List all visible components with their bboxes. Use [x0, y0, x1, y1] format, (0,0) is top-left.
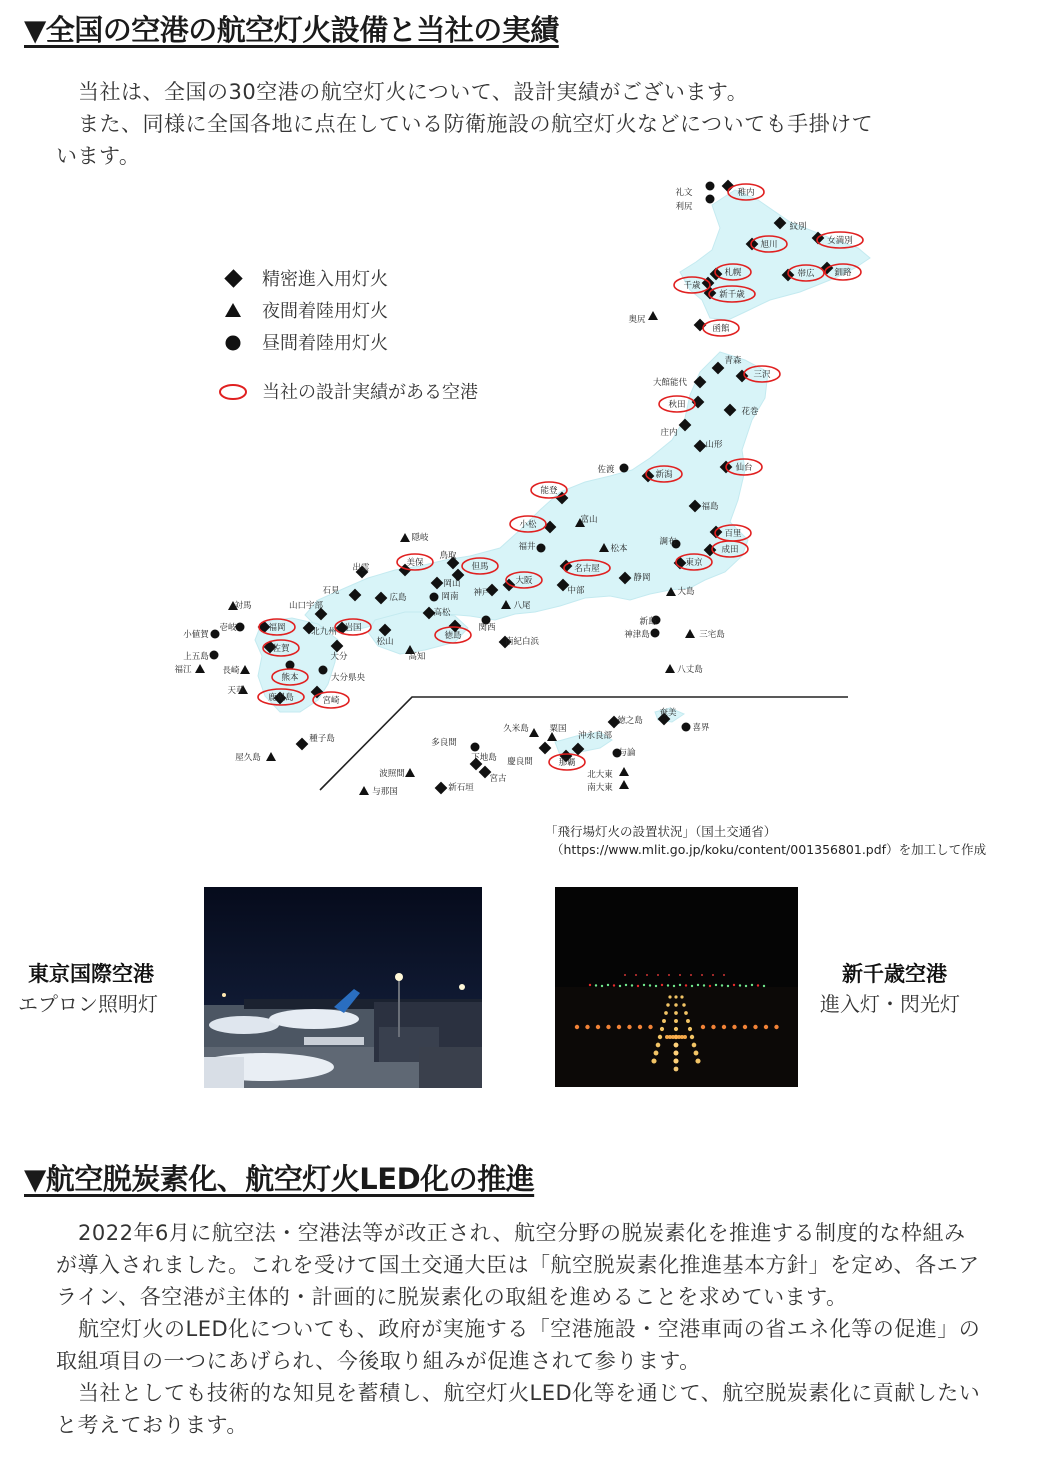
runway-light — [624, 974, 626, 976]
airport-label: 天草 — [227, 686, 245, 696]
airport-label: 名古屋 — [574, 564, 600, 574]
airport-label: 熊本 — [281, 673, 299, 683]
airport-label: 青森 — [724, 356, 742, 366]
section-heading-decarbonization: ▼航空脱炭素化、航空灯火LED化の推進 — [24, 1162, 535, 1196]
airport-label: 八尾 — [513, 601, 531, 611]
runway-light — [619, 985, 621, 987]
runway-light — [739, 984, 741, 986]
airport-label: 隠岐 — [411, 533, 429, 543]
airport-label: 広島 — [389, 593, 407, 603]
airport-label: 富山 — [580, 515, 598, 525]
airport-marker — [651, 629, 660, 638]
airport-label: 佐賀 — [272, 644, 290, 654]
photo-left-title: 東京国際空港 — [28, 962, 154, 986]
airport-label: 釧路 — [834, 268, 852, 278]
runway-light — [709, 985, 711, 987]
airport-label: 佐渡 — [597, 465, 615, 475]
runway-light — [753, 1025, 757, 1029]
airport-label: 新千歳 — [719, 290, 745, 300]
airport-marker — [620, 464, 629, 473]
airport-label: 松山 — [376, 637, 394, 647]
airport-label: 新潟 — [655, 470, 673, 480]
runway-light — [701, 974, 703, 976]
airport-label: 大分県央 — [330, 673, 366, 683]
airport-label: 礼文 — [675, 188, 693, 198]
airport-label: 函館 — [712, 324, 730, 334]
airport-label: 百里 — [724, 529, 742, 539]
runway-light — [661, 984, 663, 986]
airport-label: 大分 — [330, 652, 348, 662]
runway-light — [674, 1043, 679, 1048]
airport-marker — [319, 666, 328, 675]
airport-label: 神津島 — [624, 630, 650, 640]
airport-label: 関西 — [478, 623, 496, 633]
decarbonization-paragraph-2: 航空灯火のLED化についても、政府が実施する「空港施設・空港車両の省エネ化等の促進」の取組項目の一つにあげられ、今後取り組みが促進されて参ります。 — [56, 1317, 981, 1373]
tokyo-apron-photo — [204, 887, 482, 1088]
runway-light — [721, 984, 723, 986]
airport-label: 北九州 — [311, 627, 337, 637]
runway-light — [732, 1025, 736, 1029]
runway-light — [674, 1067, 679, 1072]
runway-light — [638, 1025, 642, 1029]
airport-marker — [619, 767, 629, 776]
decarbonization-paragraph-3: 当社としても技術的な知見を蓄積し、航空灯火LED化等を通じて、航空脱炭素化に貢献したいと考えております。 — [56, 1381, 981, 1437]
runway-light — [646, 974, 648, 976]
airport-label: 長崎 — [222, 666, 240, 676]
airport-label: 喜界 — [692, 723, 710, 733]
airport-label: 三沢 — [753, 370, 771, 380]
runway-light — [606, 1025, 610, 1029]
airport-label: 帯広 — [797, 269, 815, 279]
airport-label: 宮古 — [489, 774, 507, 784]
runway-light — [688, 1027, 692, 1031]
decarbonization-paragraph-1: 2022年6月に航空法・空港法等が改正され、航空分野の脱炭素化を推進する制度的な枠組みが導入されました。これを受けて国土交通大臣は「航空脱炭素化推進基本方針」を定め、各エアライン、各空港が主体的・計画的に脱炭素化の取組を進めることを求めています。 — [56, 1221, 980, 1309]
airport-label: 千歳 — [683, 281, 701, 291]
runway-light — [674, 995, 677, 998]
airport-label: 出雲 — [352, 563, 370, 573]
airport-label: 紋別 — [789, 222, 807, 232]
airport-marker — [665, 664, 675, 673]
airport-label: 中部 — [567, 586, 585, 596]
airport-label: 調布 — [659, 537, 677, 547]
runway-light — [674, 1027, 678, 1031]
runway-light — [668, 995, 671, 998]
runway-light — [637, 985, 639, 987]
intro-line-3: います。 — [56, 144, 141, 168]
runway-light — [657, 974, 659, 976]
runway-light — [648, 1025, 652, 1029]
runway-light — [679, 984, 681, 986]
new-chitose-approach-lights-photo — [555, 887, 798, 1087]
airport-label: 神戸 — [473, 588, 491, 598]
runway-light — [658, 1035, 662, 1039]
airport-marker — [682, 723, 691, 732]
runway-light — [601, 985, 603, 987]
runway-light — [695, 1058, 700, 1063]
runway-light — [711, 1025, 715, 1029]
airport-marker — [286, 661, 295, 670]
airport-label: 稚内 — [737, 188, 755, 198]
airport-marker — [435, 782, 448, 795]
runway-light — [656, 1043, 661, 1048]
airport-label: 新島 — [639, 617, 657, 627]
runway-light — [733, 984, 735, 986]
runway-light — [667, 984, 669, 986]
runway-light — [668, 974, 670, 976]
airport-label: 南大東 — [587, 783, 613, 793]
airport-label: 花巻 — [741, 407, 759, 417]
airport-label: 種子島 — [309, 734, 335, 744]
map-credit-line-1: 「飛行場灯火の設置状況」（国土交通省） — [545, 824, 777, 839]
runway-light — [692, 1043, 697, 1048]
airport-marker — [430, 593, 439, 602]
airport-label: 八丈島 — [677, 665, 703, 675]
runway-light — [674, 1059, 679, 1064]
airport-marker — [210, 651, 219, 660]
airport-label: 徳島 — [444, 631, 462, 641]
day-marker-icon — [226, 336, 241, 351]
airport-marker — [211, 630, 220, 639]
airport-label: 多良間 — [431, 738, 457, 748]
legend-day: 昼間着陸用灯火 — [262, 333, 388, 354]
airport-label: 石見 — [322, 586, 340, 596]
runway-light — [694, 1051, 699, 1056]
airport-label: 奥尻 — [628, 315, 646, 325]
airport-label: 小値賀 — [183, 630, 209, 640]
airport-label: 新石垣 — [448, 783, 474, 793]
airport-marker — [359, 786, 369, 795]
airport-label: 庄内 — [660, 428, 678, 438]
runway-light — [664, 1011, 668, 1015]
runway-light — [764, 1025, 768, 1029]
runway-light — [674, 1019, 678, 1023]
runway-light — [743, 1025, 747, 1029]
runway-light — [686, 1019, 690, 1023]
airport-label: 但馬 — [471, 562, 489, 572]
airport-label: 下地島 — [471, 753, 497, 763]
airport-label: 対馬 — [234, 601, 252, 611]
precision-marker-icon — [224, 269, 242, 287]
runway-light — [673, 985, 675, 987]
runway-light — [679, 974, 681, 976]
runway-light — [751, 984, 753, 986]
airport-marker — [619, 780, 629, 789]
airport-marker — [195, 664, 205, 673]
runway-light — [712, 974, 714, 976]
runway-light — [684, 1011, 688, 1015]
section-heading-airport-lighting: ▼全国の空港の航空灯火設備と当社の実績 — [24, 13, 559, 47]
runway-light — [651, 1058, 656, 1063]
map-legend — [220, 269, 478, 403]
airport-label: 旭川 — [760, 240, 778, 250]
runway-light — [690, 1035, 694, 1039]
airport-label: 利尻 — [675, 202, 693, 212]
runway-light — [649, 984, 651, 986]
airport-marker — [706, 182, 715, 191]
airport-label: 福岡 — [268, 623, 286, 633]
runway-light — [666, 1003, 669, 1006]
airport-label: 東京 — [685, 558, 703, 568]
runway-light — [607, 984, 609, 986]
airport-label: 鳥取 — [439, 551, 457, 561]
runway-light — [635, 974, 637, 976]
airport-marker — [236, 623, 245, 632]
decarbonization-body — [56, 1217, 986, 1441]
intro-line-2: また、同様に全国各地に点在している防衛施設の航空灯火などについても手掛けて — [78, 112, 874, 136]
legend-record: 当社の設計実績がある空港 — [262, 382, 478, 403]
runway-light — [745, 985, 747, 987]
runway-light — [585, 1025, 589, 1029]
legend-night: 夜間着陸用灯火 — [262, 301, 388, 322]
runway-light — [589, 984, 591, 986]
runway-light — [697, 984, 699, 986]
airport-label: 岡山 — [443, 579, 461, 589]
airport-label: 屋久島 — [235, 753, 261, 763]
airport-label: 山形 — [705, 440, 723, 450]
airport-marker — [471, 743, 480, 752]
airport-label: 高知 — [408, 652, 426, 662]
airport-label: 与那国 — [372, 787, 398, 797]
runway-light — [631, 984, 633, 986]
airport-label: 高松 — [433, 608, 451, 618]
airport-marker — [706, 195, 715, 204]
airport-label: 成田 — [721, 545, 739, 555]
airport-label: 岩国 — [344, 623, 362, 633]
airport-label: 美保 — [406, 558, 424, 568]
airport-label: 大館能代 — [652, 378, 688, 388]
runway-light — [627, 1025, 631, 1029]
photo-right-subtitle: 進入灯・閃光灯 — [820, 992, 960, 1016]
record-ring-icon — [220, 385, 246, 399]
new-chitose-runway-illustration — [555, 887, 798, 1087]
airport-marker — [266, 752, 276, 761]
runway-light — [682, 1003, 685, 1006]
runway-light — [660, 1027, 664, 1031]
runway-light — [674, 1003, 677, 1006]
airport-label: 那覇 — [558, 758, 576, 768]
airport-label: 女満別 — [827, 236, 853, 246]
runway-light — [723, 974, 725, 976]
airport-marker — [240, 665, 250, 674]
airport-label: 壱岐 — [219, 623, 237, 633]
airport-label: 慶良間 — [507, 757, 533, 767]
airport-label: 宮崎 — [322, 696, 340, 706]
airport-label: 上五島 — [183, 652, 209, 662]
airport-label: 粟国 — [549, 724, 567, 734]
airport-label: 与論 — [618, 748, 636, 758]
runway-light — [595, 984, 597, 986]
airport-marker — [529, 728, 539, 737]
runway-light — [683, 1035, 687, 1039]
runway-light — [774, 1025, 778, 1029]
tokyo-apron-illustration — [204, 887, 482, 1088]
airport-label: 北大東 — [587, 770, 613, 780]
airport-label: 松本 — [610, 544, 628, 554]
night-marker-icon — [225, 303, 241, 317]
airport-label: 大島 — [677, 587, 695, 597]
airport-marker — [537, 544, 546, 553]
runway-light — [674, 1051, 679, 1056]
runway-light — [763, 985, 765, 987]
airport-label: 鹿児島 — [268, 693, 294, 703]
runway-light — [691, 985, 693, 987]
runway-light — [655, 985, 657, 987]
airport-label: 静岡 — [633, 573, 651, 583]
map-credit-line-2: （https://www.mlit.go.jp/koku/content/001356801.pdf）を加工して作成 — [551, 842, 987, 857]
airport-label: 徳之島 — [617, 716, 643, 726]
runway-light — [680, 995, 683, 998]
airport-label: 仙台 — [735, 463, 753, 473]
photo-right-title: 新千歳空港 — [842, 962, 947, 986]
runway-light — [596, 1025, 600, 1029]
runway-light — [575, 1025, 579, 1029]
legend-precision: 精密進入用灯火 — [262, 269, 388, 290]
airport-label: 福江 — [174, 665, 192, 675]
airport-label: 大阪 — [515, 576, 533, 586]
airport-label: 札幌 — [724, 268, 742, 278]
airport-label: 小松 — [519, 520, 537, 530]
intro-paragraph — [56, 76, 986, 172]
runway-light — [613, 984, 615, 986]
runway-light — [722, 1025, 726, 1029]
runway-light — [757, 984, 759, 986]
airport-marker — [648, 311, 658, 320]
runway-light — [727, 985, 729, 987]
airport-label: 福井 — [518, 542, 536, 552]
runway-light — [690, 974, 692, 976]
runway-light — [701, 1025, 705, 1029]
airport-label: 福島 — [701, 502, 719, 512]
runway-light — [662, 1019, 666, 1023]
airport-marker — [400, 533, 410, 542]
japan-airport-map — [150, 172, 1040, 812]
airport-marker — [405, 768, 415, 777]
airport-label: 秋田 — [668, 400, 686, 410]
runway-light — [703, 984, 705, 986]
runway-light — [617, 1025, 621, 1029]
airport-label: 沖永良部 — [577, 731, 613, 741]
airport-marker — [296, 738, 309, 751]
airport-marker — [685, 629, 695, 638]
intro-line-1: 当社は、全国の30空港の航空灯火について、設計実績がございます。 — [78, 80, 749, 104]
runway-light — [643, 984, 645, 986]
airport-label: 波照間 — [379, 769, 405, 779]
airport-marker — [539, 742, 552, 755]
airport-label: 山口宇部 — [288, 601, 324, 611]
airport-label: 奄美 — [659, 708, 677, 718]
runway-light — [685, 984, 687, 986]
runway-light — [654, 1051, 659, 1056]
airport-label: 能登 — [540, 486, 558, 496]
runway-light — [715, 984, 717, 986]
airport-label: 三宅島 — [699, 630, 725, 640]
runway-light — [625, 984, 627, 986]
airport-label: 久米島 — [503, 724, 529, 734]
airport-label: 岡南 — [441, 592, 459, 602]
airport-label: 南紀白浜 — [504, 637, 540, 647]
photo-left-subtitle: エプロン照明灯 — [18, 992, 158, 1016]
runway-light — [674, 1011, 678, 1015]
